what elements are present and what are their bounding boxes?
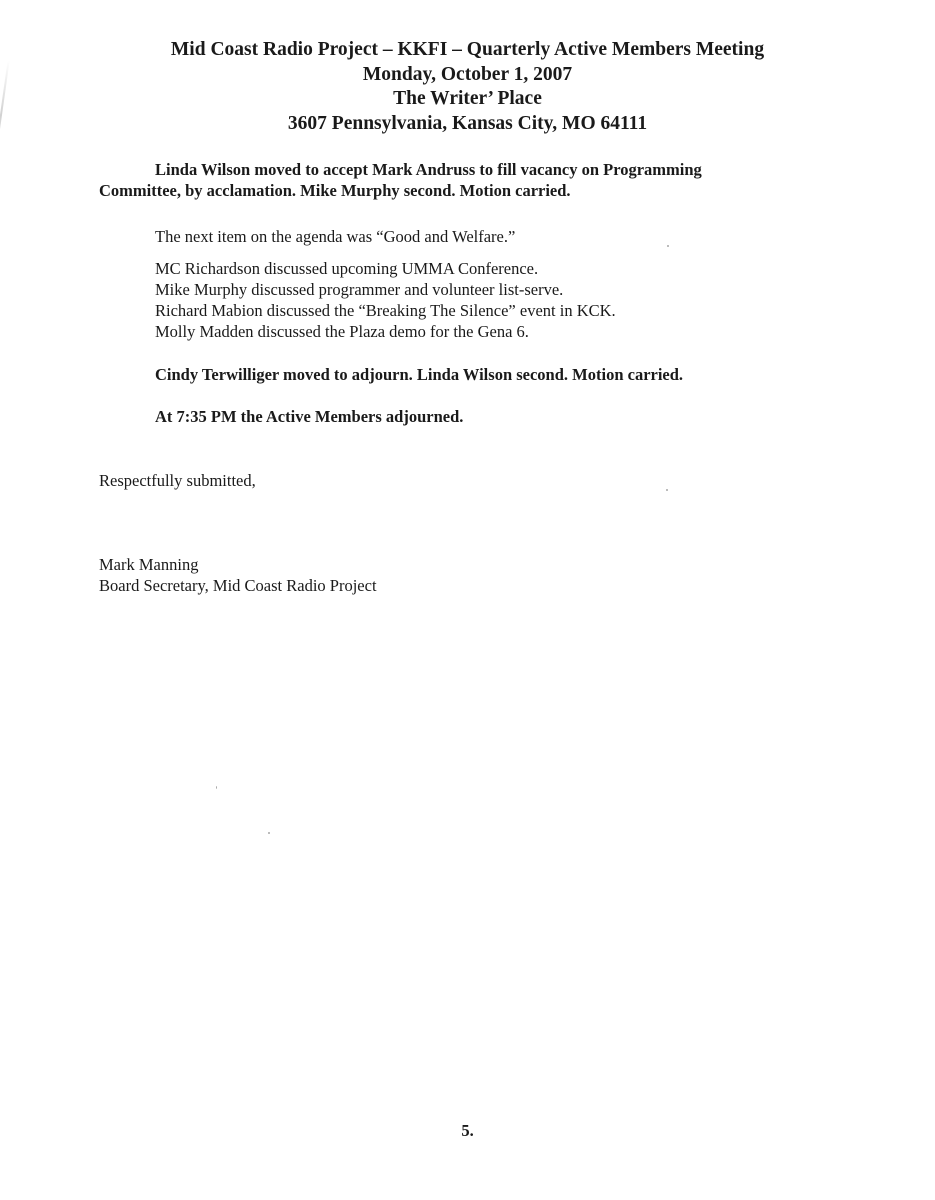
motion-adjourn: Cindy Terwilliger moved to adjourn. Linda Wilson second. Motion carried. <box>155 365 684 384</box>
discussion-item: Richard Mabion discussed the “Breaking The Silence” event in KCK. <box>155 301 616 320</box>
header-date: Monday, October 1, 2007 <box>362 63 573 85</box>
closing-line: Respectfully submitted, <box>99 471 256 490</box>
meeting-header <box>0 38 935 136</box>
scan-speck <box>268 832 270 834</box>
signer-title: Board Secretary, Mid Coast Radio Project <box>99 576 377 595</box>
header-venue: The Writer’ Place <box>393 88 542 109</box>
header-address: 3607 Pennsylvania, Kansas City, MO 64111 <box>287 112 648 134</box>
header-title: Mid Coast Radio Project – KKFI – Quarterly Active Members Meeting <box>170 39 765 60</box>
adjournment-statement: At 7:35 PM the Active Members adjourned. <box>155 407 464 426</box>
scan-speck <box>667 245 669 247</box>
signature-block <box>99 554 377 596</box>
motion-fill-vacancy-line1: Linda Wilson moved to accept Mark Andruss to fill vacancy on Programming <box>155 160 702 179</box>
signer-name: Mark Manning <box>99 555 199 574</box>
page-number: 5. <box>461 1121 474 1140</box>
motion-fill-vacancy <box>99 159 819 201</box>
discussion-item: MC Richardson discussed upcoming UMMA Conference. <box>155 259 539 278</box>
scan-speck <box>216 786 217 789</box>
agenda-item: The next item on the agenda was “Good and Welfare.” <box>155 227 516 246</box>
motion-fill-vacancy-line2: Committee, by acclamation. Mike Murphy second. Motion carried. <box>99 181 571 200</box>
scan-speck <box>666 489 668 491</box>
discussion-item: Mike Murphy discussed programmer and volunteer list-serve. <box>155 280 564 299</box>
discussion-item: Molly Madden discussed the Plaza demo for the Gena 6. <box>155 322 529 341</box>
discussion-list <box>155 258 616 342</box>
